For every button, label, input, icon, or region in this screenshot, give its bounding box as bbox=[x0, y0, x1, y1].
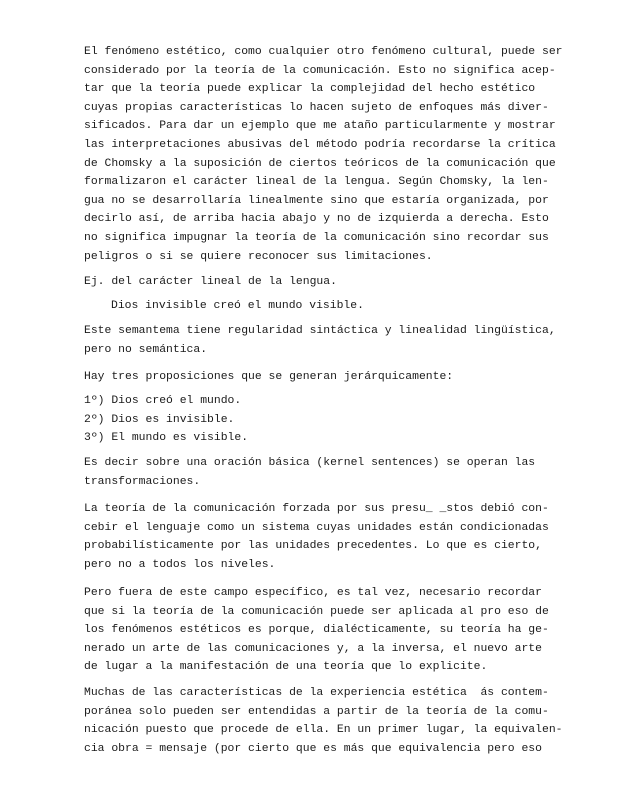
paragraph-propositions-intro: Hay tres proposiciones que se generan jerárquicamente: bbox=[84, 371, 454, 383]
text-line: Es decir sobre una oración básica (kernel sentences) se operan las bbox=[84, 457, 536, 469]
paragraph-semantema bbox=[84, 322, 554, 359]
text-line: Pero fuera de este campo específico, es tal vez, necesario recordar bbox=[84, 587, 542, 599]
text-line: peligros o si se quiere reconocer sus limitaciones. bbox=[84, 250, 433, 263]
text-line: de Chomsky a la suposición de ciertos teóricos de la comunicación que bbox=[84, 157, 556, 170]
example-sentence: Dios invisible creó el mundo visible. bbox=[111, 300, 364, 312]
text-line: Este semantema tiene regularidad sintáctica y linealidad lingüística, bbox=[84, 325, 556, 337]
text-line: pero no semántica. bbox=[84, 343, 208, 356]
text-line: pero no a todos los niveles. bbox=[84, 558, 276, 571]
list-item: 1º) Dios creó el mundo. bbox=[84, 395, 242, 407]
text-line: La teoría de la comunicación forzada por sus presu_ _stos debió con- bbox=[84, 503, 549, 515]
propositions-list bbox=[84, 392, 554, 448]
text-line: nicación puesto que procede de ella. En un primer lugar, la equivalen- bbox=[84, 724, 563, 737]
text-line: gua no se desarrollaría linealmente sino que estaría organizada, por bbox=[84, 194, 549, 207]
text-line: poránea solo pueden ser entendidas a partir de la teoría de la comu- bbox=[84, 705, 549, 718]
text-line: El fenómeno estético, como cualquier otro fenómeno cultural, puede ser bbox=[84, 46, 563, 58]
paragraph-probabilistic bbox=[84, 500, 554, 574]
text-line: las interpretaciones abusivas del método podría recordarse la crítica bbox=[84, 138, 556, 151]
text-line: cia obra = mensaje (por cierto que es más que equivalencia pero eso bbox=[84, 742, 542, 755]
paragraph-aesthetic-experience bbox=[84, 684, 563, 758]
text-line: cuyas propias características lo hacen sujeto de enfoques más diver- bbox=[84, 101, 549, 114]
list-item: 2º) Dios es invisible. bbox=[84, 413, 235, 426]
text-line: tar que la teoría puede explicar la complejidad del hecho estético bbox=[84, 83, 536, 96]
paragraph-communication-theory bbox=[84, 43, 563, 266]
text-line: no significa impugnar la teoría de la comunicación sino recordar sus bbox=[84, 231, 549, 244]
text-line: los fenómenos estéticos es porque, dialécticamente, su teoría ha ge- bbox=[84, 624, 549, 637]
text-line: probabilísticamente por las unidades precedentes. Lo que es cierto, bbox=[84, 540, 542, 553]
text-line: que si la teoría de la comunicación puede ser aplicada al pro eso de bbox=[84, 605, 549, 618]
list-item: 3º) El mundo es visible. bbox=[84, 432, 249, 445]
text-line: Muchas de las características de la experiencia estética ás contem- bbox=[84, 687, 549, 699]
text-line: de lugar a la manifestación de una teoría que lo explicite. bbox=[84, 661, 488, 674]
text-line: formalizaron el carácter lineal de la lengua. Según Chomsky, la len- bbox=[84, 176, 549, 189]
text-line: nerado un arte de las comunicaciones y, a la inversa, el nuevo arte bbox=[84, 642, 542, 655]
text-line: considerado por la teoría de la comunicación. Esto no significa acep- bbox=[84, 64, 556, 77]
text-line: cebir el lenguaje como un sistema cuyas unidades están condicionadas bbox=[84, 521, 549, 534]
text-line: sificados. Para dar un ejemplo que me ataño particularmente y mostrar bbox=[84, 120, 556, 133]
text-line: decirlo así, de arriba hacia abajo y no de izquierda a derecha. Esto bbox=[84, 213, 549, 226]
paragraph-kernel-sentences bbox=[84, 454, 554, 491]
text-line: transformaciones. bbox=[84, 475, 201, 488]
paragraph-aesthetic-phenomena bbox=[84, 584, 554, 677]
example-heading: Ej. del carácter lineal de la lengua. bbox=[84, 276, 337, 288]
